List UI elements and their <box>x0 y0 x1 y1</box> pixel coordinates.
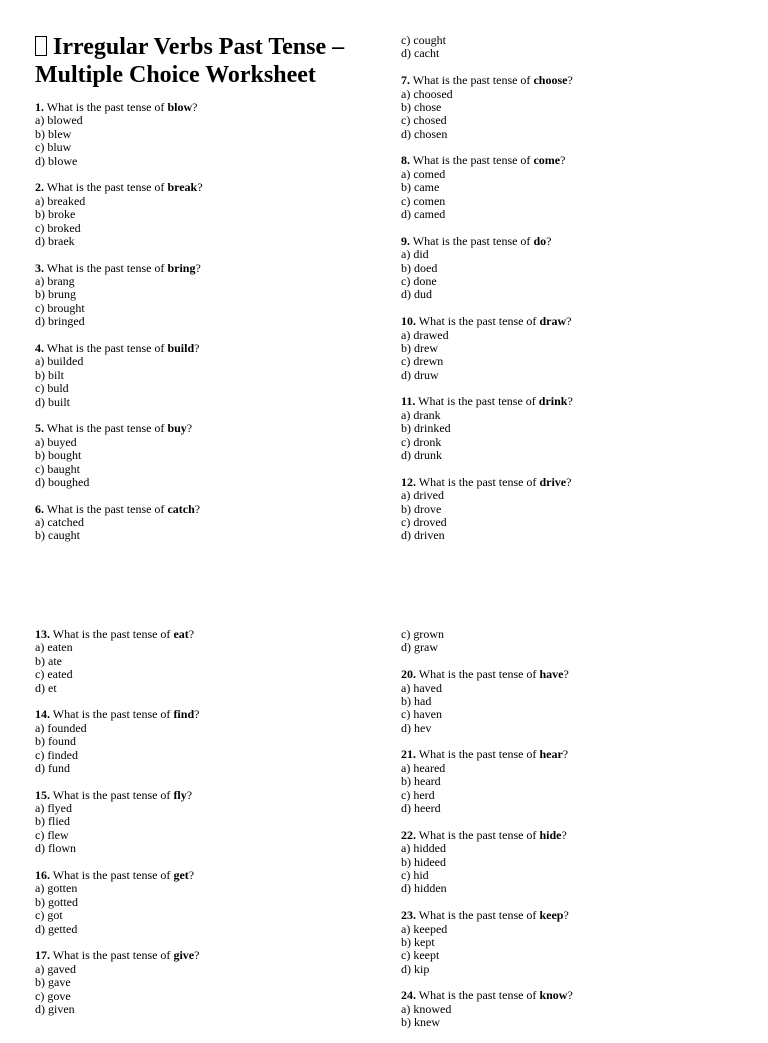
answer-option: b) brung <box>35 287 76 302</box>
answer-option: c) hid <box>401 867 429 882</box>
question-prompt: 9. What is the past tense of do? <box>401 233 552 248</box>
question-prompt: 20. What is the past tense of have? <box>401 667 569 682</box>
answer-option: b) flied <box>35 814 70 829</box>
question-verb: hide <box>539 827 562 842</box>
answer-option: b) doed <box>401 260 438 275</box>
question-prompt: 6. What is the past tense of catch? <box>35 501 201 516</box>
answer-option: c) droved <box>401 514 447 529</box>
answer-option: d) driven <box>401 528 445 543</box>
question-text: What is the past tense of <box>412 153 531 168</box>
answer-option: b) had <box>401 693 432 708</box>
answer-option: d) hidden <box>401 881 447 896</box>
question-item <box>401 909 746 976</box>
question-verb: do <box>533 233 547 248</box>
answer-option: a) brang <box>35 274 75 289</box>
question-list <box>35 628 380 1016</box>
answer-option: d) kip <box>401 961 430 976</box>
question-text: What is the past tense of <box>412 73 531 88</box>
question-item <box>35 503 380 543</box>
answer-option: b) kept <box>401 934 435 949</box>
question-item <box>35 181 380 248</box>
question-item <box>401 395 746 462</box>
answer-option: d) braek <box>35 233 75 248</box>
answer-option: b) blew <box>35 126 72 141</box>
question-prompt: 17. What is the past tense of give? <box>35 948 200 963</box>
question-text: What is the past tense of <box>418 908 537 923</box>
question-number: 14. <box>35 707 50 722</box>
answer-option: c) gove <box>35 988 71 1003</box>
answer-option: d) drunk <box>401 448 442 463</box>
question-text: What is the past tense of <box>418 827 537 842</box>
answer-option: b) heard <box>401 774 441 789</box>
answer-option: b) drinked <box>401 421 451 436</box>
question-text: What is the past tense of <box>52 787 171 802</box>
answer-option: c) brought <box>35 300 85 315</box>
question-prompt: 1. What is the past tense of blow? <box>35 100 198 114</box>
question-item <box>35 789 380 856</box>
answer-option: c) eated <box>35 667 73 682</box>
question-prompt: 7. What is the past tense of choose? <box>401 73 573 88</box>
answer-option: a) gotten <box>35 881 78 896</box>
question-text: What is the past tense of <box>418 314 537 329</box>
question-number: 8. <box>401 153 410 168</box>
answer-option: a) heared <box>401 760 446 775</box>
question-number: 13. <box>35 627 50 641</box>
answer-option: a) gaved <box>35 961 76 976</box>
question-number: 15. <box>35 787 50 802</box>
answer-option: a) drawed <box>401 327 449 342</box>
question-text: What is the past tense of <box>418 667 537 682</box>
question-item <box>35 262 380 329</box>
question-number: 6. <box>35 501 44 516</box>
answer-option: d) graw <box>401 640 438 655</box>
question-item <box>35 342 380 409</box>
question-verb: bring <box>167 260 196 275</box>
continued-options <box>401 34 746 61</box>
answer-option: a) haved <box>401 680 442 695</box>
answer-option: c) grown <box>401 627 444 641</box>
question-number: 22. <box>401 827 416 842</box>
question-prompt: 2. What is the past tense of break? <box>35 180 203 195</box>
answer-option: c) drewn <box>401 354 444 369</box>
page-1-left-column <box>35 33 380 556</box>
answer-option: d) built <box>35 394 70 409</box>
question-prompt: 4. What is the past tense of build? <box>35 340 200 355</box>
page-1-right-column <box>401 34 746 556</box>
question-item <box>35 101 380 168</box>
answer-option: d) chosen <box>401 126 448 141</box>
answer-option: b) caught <box>35 528 80 543</box>
answer-option: a) keeped <box>401 921 448 936</box>
question-prompt: 5. What is the past tense of buy? <box>35 421 193 436</box>
answer-option: a) buyed <box>35 434 77 449</box>
continued-options <box>401 628 746 655</box>
answer-option: b) ate <box>35 653 62 668</box>
answer-option: c) bluw <box>35 140 72 155</box>
answer-option: a) flyed <box>35 801 72 816</box>
answer-option: d) et <box>35 680 57 695</box>
answer-option: c) herd <box>401 787 435 802</box>
question-verb: eat <box>173 627 189 641</box>
answer-option: a) did <box>401 247 429 262</box>
answer-option: a) comed <box>401 166 446 181</box>
question-verb: catch <box>167 501 195 516</box>
missing-glyph-icon <box>35 36 47 56</box>
answer-option: b) found <box>35 734 76 749</box>
answer-option: c) flew <box>35 827 69 842</box>
question-list <box>35 101 380 543</box>
answer-option: d) bringed <box>35 314 85 329</box>
question-text: What is the past tense of <box>418 747 537 762</box>
answer-option: a) drived <box>401 488 444 503</box>
question-text: What is the past tense of <box>418 988 537 1003</box>
question-number: 10. <box>401 314 416 329</box>
answer-option: a) choosed <box>401 86 453 101</box>
answer-option: b) drew <box>401 340 438 355</box>
question-number: 20. <box>401 667 416 682</box>
question-verb: draw <box>539 314 567 329</box>
question-prompt: 14. What is the past tense of find? <box>35 707 200 722</box>
answer-option: a) eaten <box>35 640 73 655</box>
question-verb: build <box>167 340 195 355</box>
answer-option: d) druw <box>401 367 439 382</box>
question-item <box>35 422 380 489</box>
question-text: What is the past tense of <box>52 867 171 882</box>
question-item <box>401 668 746 735</box>
answer-option: a) catched <box>35 515 84 530</box>
answer-option: d) boughed <box>35 474 90 489</box>
question-text: What is the past tense of <box>46 180 165 195</box>
answer-option: a) drank <box>401 407 441 422</box>
question-verb: buy <box>167 421 187 436</box>
answer-option: b) bilt <box>35 367 64 382</box>
question-verb: break <box>167 180 198 195</box>
answer-option: a) breaked <box>35 193 86 208</box>
question-text: What is the past tense of <box>412 233 531 248</box>
answer-option: a) blowed <box>35 113 83 128</box>
question-verb: hear <box>539 747 563 762</box>
question-verb: drive <box>539 474 567 489</box>
worksheet-title <box>35 33 380 89</box>
question-verb: know <box>539 988 568 1003</box>
question-verb: choose <box>533 73 568 88</box>
question-number: 23. <box>401 908 416 923</box>
question-text: What is the past tense of <box>46 100 165 114</box>
question-number: 16. <box>35 867 50 882</box>
question-text: What is the past tense of <box>52 948 171 963</box>
question-number: 11. <box>401 394 416 409</box>
question-prompt: 10. What is the past tense of draw? <box>401 314 572 329</box>
question-text: What is the past tense of <box>46 260 165 275</box>
question-item <box>401 315 746 382</box>
answer-option: c) baught <box>35 461 80 476</box>
question-item <box>35 708 380 775</box>
question-prompt: 22. What is the past tense of hide? <box>401 827 567 842</box>
question-prompt: 8. What is the past tense of come? <box>401 153 566 168</box>
question-number: 4. <box>35 340 44 355</box>
answer-option: c) haven <box>401 707 442 722</box>
question-item <box>401 829 746 896</box>
question-prompt: 12. What is the past tense of drive? <box>401 474 572 489</box>
page-2-left-column <box>35 628 380 1030</box>
question-item <box>35 869 380 936</box>
answer-option: b) drove <box>401 501 442 516</box>
question-prompt: 21. What is the past tense of hear? <box>401 747 569 762</box>
answer-option: b) gave <box>35 975 71 990</box>
question-item <box>35 949 380 1016</box>
question-item <box>401 74 746 141</box>
question-verb: blow <box>167 100 193 114</box>
answer-option: b) came <box>401 180 440 195</box>
question-prompt: 13. What is the past tense of eat? <box>35 627 195 641</box>
answer-option: b) gotted <box>35 894 78 909</box>
answer-option: d) blowe <box>35 153 78 168</box>
question-text: What is the past tense of <box>52 627 171 641</box>
answer-option: a) hidded <box>401 841 446 856</box>
question-item <box>401 748 746 815</box>
question-text: What is the past tense of <box>46 340 165 355</box>
question-number: 5. <box>35 421 44 436</box>
answer-option: c) done <box>401 273 437 288</box>
answer-option: c) keept <box>401 948 440 963</box>
question-verb: find <box>173 707 195 722</box>
worksheet-title-text: Irregular Verbs Past Tense – Multiple Choice Worksheet <box>35 34 345 88</box>
question-list <box>401 668 746 1030</box>
answer-option: c) dronk <box>401 434 442 449</box>
answer-option: d) camed <box>401 207 446 222</box>
question-prompt: 23. What is the past tense of keep? <box>401 908 569 923</box>
question-verb: get <box>173 867 189 882</box>
answer-option: b) bought <box>35 448 82 463</box>
question-prompt: 11. What is the past tense of drink? <box>401 394 573 409</box>
answer-option: a) builded <box>35 354 84 369</box>
question-text: What is the past tense of <box>418 394 536 409</box>
answer-option: d) heerd <box>401 801 441 816</box>
question-list <box>401 74 746 543</box>
answer-option: a) founded <box>35 720 87 735</box>
answer-option: c) got <box>35 908 63 923</box>
answer-option: d) fund <box>35 760 70 775</box>
question-number: 21. <box>401 747 416 762</box>
answer-option: b) knew <box>401 1015 440 1030</box>
question-verb: come <box>533 153 561 168</box>
answer-option: d) dud <box>401 287 432 302</box>
question-item <box>401 476 746 543</box>
question-text: What is the past tense of <box>418 474 537 489</box>
question-number: 3. <box>35 260 44 275</box>
answer-option: c) buld <box>35 381 69 396</box>
question-item <box>35 628 380 695</box>
answer-option: d) getted <box>35 921 78 936</box>
question-number: 7. <box>401 73 410 88</box>
answer-option: c) finded <box>35 747 78 762</box>
answer-option: d) given <box>35 1001 75 1016</box>
answer-option: c) chosed <box>401 113 447 128</box>
question-verb: give <box>173 948 195 963</box>
question-item <box>401 235 746 302</box>
question-number: 12. <box>401 474 416 489</box>
answer-option: b) chose <box>401 99 442 114</box>
question-prompt: 16. What is the past tense of get? <box>35 867 195 882</box>
question-number: 9. <box>401 233 410 248</box>
question-text: What is the past tense of <box>46 501 165 516</box>
answer-option: c) broked <box>35 220 81 235</box>
question-number: 24. <box>401 988 416 1003</box>
answer-option: a) knowed <box>401 1001 452 1016</box>
question-number: 2. <box>35 180 44 195</box>
answer-option: d) cacht <box>401 46 440 61</box>
question-verb: have <box>539 667 564 682</box>
question-number: 1. <box>35 100 44 114</box>
answer-option: b) broke <box>35 207 76 222</box>
question-verb: fly <box>173 787 187 802</box>
question-text: What is the past tense of <box>52 707 171 722</box>
page-2-right-column <box>401 628 746 1043</box>
answer-option: b) hideed <box>401 854 446 869</box>
answer-option: c) cought <box>401 33 446 47</box>
question-verb: drink <box>538 394 568 409</box>
answer-option: d) hev <box>401 720 432 735</box>
answer-option: c) comen <box>401 193 446 208</box>
question-prompt: 3. What is the past tense of bring? <box>35 260 201 275</box>
answer-option: d) flown <box>35 841 76 856</box>
question-verb: keep <box>539 908 564 923</box>
question-text: What is the past tense of <box>46 421 165 436</box>
question-prompt: 24. What is the past tense of know? <box>401 988 573 1003</box>
question-number: 17. <box>35 948 50 963</box>
question-prompt: 15. What is the past tense of fly? <box>35 787 193 802</box>
question-item <box>401 154 746 221</box>
